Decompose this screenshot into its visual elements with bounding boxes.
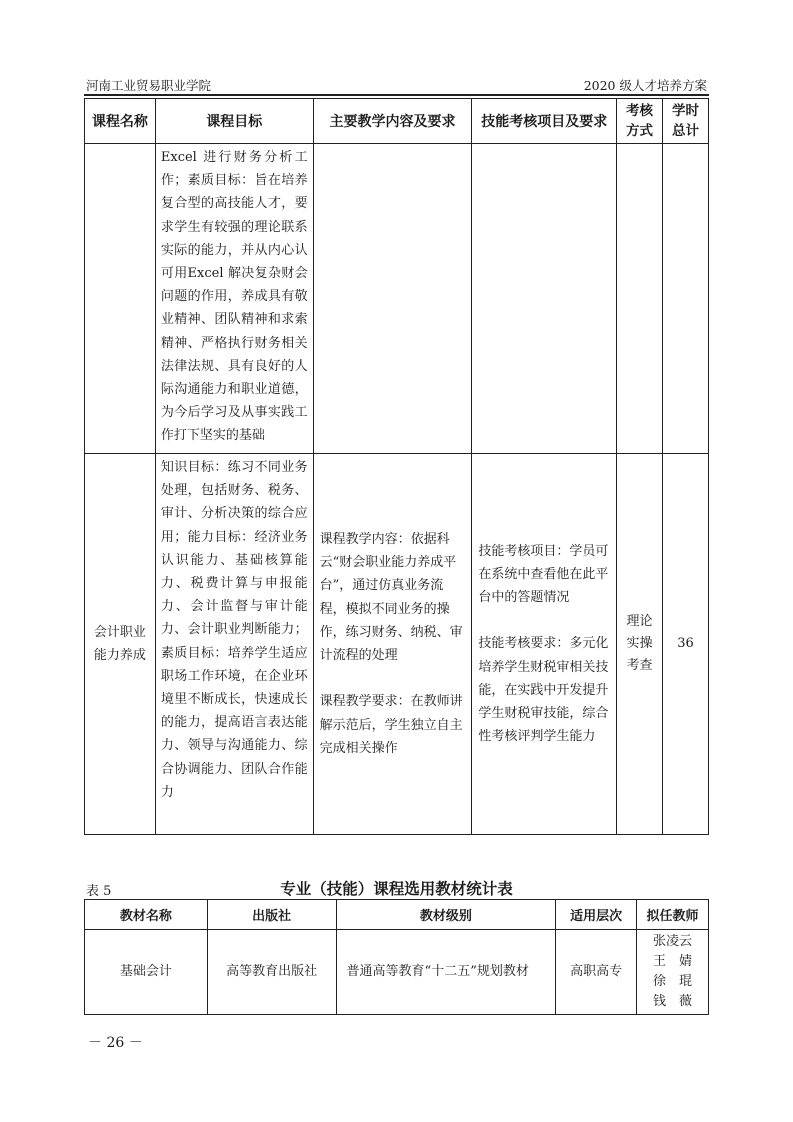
assessment-method-cell — [617, 454, 663, 835]
assessment-line: 理论 — [626, 614, 653, 629]
table-row — [85, 930, 709, 1015]
teachers-cell — [637, 930, 709, 1015]
col-course-name: 课程名称 — [85, 99, 156, 144]
skill-item-text: 技能考核项目：学员可在系统中查看他在此平台中的答题情况 — [478, 543, 609, 606]
table-title: 专业（技能）课程选用教材统计表 — [280, 880, 513, 898]
spacer — [320, 667, 466, 690]
course-table — [84, 98, 709, 835]
teaching-content-cell — [313, 144, 472, 454]
page-number: － 26 － — [88, 1035, 143, 1051]
assessment-method-cell — [617, 144, 663, 454]
col-textbook-level: 教材级别 — [336, 900, 556, 930]
teacher-name: 张凌云 — [653, 934, 693, 949]
header-institution: 河南工业贸易职业学院 — [86, 78, 212, 93]
skill-assessment-cell — [472, 454, 617, 835]
publisher-cell: 高等教育出版社 — [207, 930, 336, 1015]
applicable-tier-cell: 高职高专 — [556, 930, 637, 1015]
teaching-content-cell — [313, 454, 472, 835]
teacher-name: 徐 琨 — [653, 974, 693, 989]
teaching-content-text: 课程教学内容：依据科云“财会职业能力养成平台”，通过仿真业务流程，模拟不同业务的操作，练习财务、纳税、审计流程的处理 — [319, 532, 463, 664]
col-assessment-line-1: 考核 — [626, 103, 654, 119]
col-teaching-content: 主要教学内容及要求 — [313, 99, 472, 144]
teaching-requirement-text: 课程教学要求：在教师讲解示范后，学生独立自主完成相关操作 — [319, 694, 463, 756]
col-hours-line-1: 学时 — [672, 103, 699, 119]
header-rule — [84, 94, 709, 96]
textbook-name-cell: 基础会计 — [85, 930, 208, 1015]
col-total-hours — [663, 99, 709, 144]
teacher-name: 钱 薇 — [653, 994, 693, 1009]
assessment-line: 实操 — [626, 636, 653, 651]
total-hours-cell: 36 — [663, 454, 709, 835]
textbook-level-cell: 普通高等教育“十二五”规划教材 — [336, 930, 556, 1015]
course-table-header — [85, 99, 709, 144]
header-doc-title: 2020 级人才培养方案 — [583, 78, 707, 93]
course-goal-cell: 知识目标：练习不同业务处理，包括财务、税务、审计、分析决策的综合应用；能力目标：经济业务认识能力、基础核算能力、税费计算与申报能力、会计监督与审计能力、会计职业判断能力；素质目标：培养学生适应职场工作环境，在企业环境里不断成长，快速成长的能力，提高语言表达能力、领导与沟通能力、综合协调能力、团队合作能力 — [155, 454, 313, 835]
table-row — [85, 144, 709, 454]
spacer — [478, 609, 610, 632]
col-assessment-method — [617, 99, 663, 144]
col-textbook-name: 教材名称 — [85, 900, 208, 930]
col-skill-assessment: 技能考核项目及要求 — [472, 99, 617, 144]
assessment-line: 考查 — [626, 658, 653, 673]
table-row — [85, 454, 709, 835]
col-assessment-line-2: 方式 — [626, 123, 654, 139]
col-publisher: 出版社 — [207, 900, 336, 930]
col-hours-line-2: 总计 — [672, 123, 699, 139]
col-course-goal: 课程目标 — [155, 99, 313, 144]
skill-assessment-cell — [472, 144, 617, 454]
col-applicable-tier: 适用层次 — [556, 900, 637, 930]
col-teachers: 拟任教师 — [637, 900, 709, 930]
table-label: 表 5 — [86, 884, 112, 899]
total-hours-cell — [663, 144, 709, 454]
course-goal-cell: Excel 进行财务分析工作；素质目标：旨在培养复合型的高技能人才，要求学生有较强的理论联系实际的能力，并从内心认可用Excel 解决复杂财会问题的作用，养成具有敬业精神、团队精神和求索精神、严格执行财务相关法律法规、具有良好的人际沟通能力和职业道德，为今后学习及从事实践工作打下坚实的基础 — [155, 144, 313, 454]
textbook-table — [84, 899, 709, 1015]
textbook-table-header — [85, 900, 709, 930]
teacher-name: 王 婧 — [653, 954, 693, 969]
course-name-cell: 会计职业能力养成 — [85, 454, 156, 835]
course-name-cell — [85, 144, 156, 454]
skill-requirement-text: 技能考核要求：多元化培养学生财税审相关技能，在实践中开发提升学生财税审技能，综合性考核评判学生能力 — [478, 636, 609, 745]
